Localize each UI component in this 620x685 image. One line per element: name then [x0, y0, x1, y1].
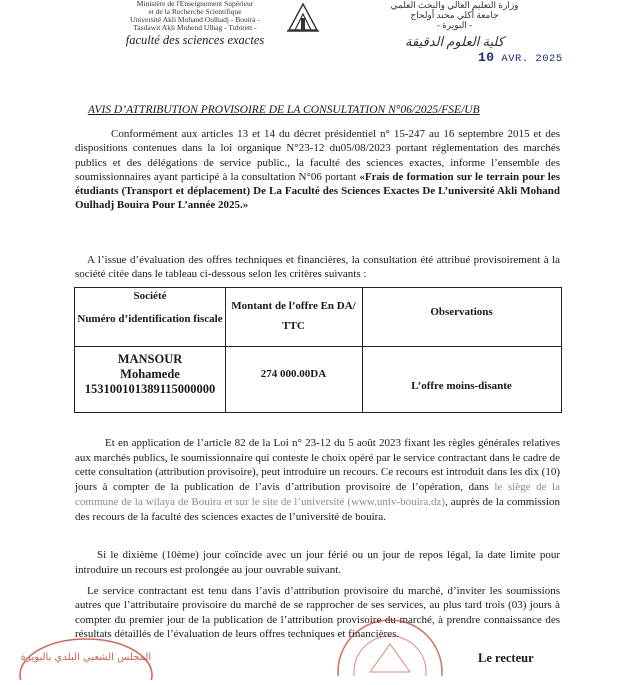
offer-amount: 274 000.00DA	[260, 368, 327, 380]
university-line-kabyle: Tasdawit Akli Muhend Ulhag - Tubirett -	[133, 23, 257, 32]
stamp-text: المجلس الشعبي البلدي بالبويرة	[20, 652, 152, 663]
date-stamp	[478, 50, 563, 65]
ministry-line-ar: وزارة التعليم العالي والبحث العلمي	[390, 0, 519, 10]
header-observations: Observations	[430, 306, 493, 318]
intro-text: Conformément aux articles 13 et 14 du décret présidentiel n° 15-247 au 16 septembre 2015 et des dispositions contenues dans la loi organique N°23-12 du05/08/2023 portant réglementation des marchés publics et des délégations de service public., la faculté des sciences exactes, informe l’ensemble des soumissionnaires ayant participé à la consultation N°06 portant	[75, 128, 560, 183]
paragraph-invitation: Le service contractant est tenu dans l’avis d’attribution provisoire du marché, d’inviter les soumissions autres que l’attributaire provisoire du marché de se rapprocher de ses services, au plus tard trois (03) jours à compter du premier jour de la publication de l’attribution provisoire du marché, à prendre connaissance des résultats détaillés de l’évaluation de leurs offres techniques et financières.	[75, 585, 560, 641]
attribution-table	[74, 287, 562, 413]
header-nif: Numéro d’identification fiscale	[77, 313, 223, 325]
university-line-ar: جامعة أكلي محند أولحاج	[410, 10, 499, 20]
company-nif: 153100101389115000000	[84, 382, 216, 396]
intro-subject-bold: «Frais de formation sur le terrain pour les étudiants (Transport et déplacement) De La Faculté des Sciences Exactes De L’université Akli Mohand Oulhadj Bouira Pour L’année 2025.»	[75, 170, 560, 212]
observation-cell: L’offre moins-disante	[411, 380, 512, 392]
company-cell	[75, 352, 225, 397]
municipal-stamp	[16, 630, 156, 680]
notice-title: AVIS D’ATTRIBUTION PROVISOIRE DE LA CONSULTATION N°06/2025/FSE/UB	[88, 104, 480, 116]
university-logo-icon	[283, 0, 323, 34]
header-societe: Société	[133, 290, 167, 302]
signature-title: Le recteur	[478, 651, 534, 665]
date-day: 10	[478, 50, 495, 65]
faculty-name-ar: كلية العلوم الدقيقة	[405, 34, 504, 49]
paragraph-recourse	[75, 436, 560, 524]
faculty-name: faculté des sciences exactes	[125, 33, 265, 47]
company-name-line2: Mohamede	[120, 367, 180, 381]
recourse-text-a: Et en application de l’article 82 de la Loi n° 23-12 du 5 août 2023 fixant les règles générales relatives aux marchés publics, le soumissionnaire qui conteste le choix opéré par le service contractant dans le cadre de cette consultation (attribution provisoire), peut introduire un recours. Ce recours est introduit dans les dix (10) jours à compter de la publication de l’avis d’attribution provisoire de l’opération, dans	[75, 437, 560, 494]
university-line: Université Akli Mohand Oulhadj - Bouira -	[130, 15, 260, 24]
date-month-year: AVR. 2025	[494, 53, 563, 65]
company-name-line1: MANSOUR	[117, 352, 183, 366]
header-montant: Montant de l’offre En DA/ TTC	[231, 300, 356, 332]
paragraph-deadline: Si le dixième (10ème) jour coïncide avec un jour férié ou un jour de repos légal, la date limite pour introduire un recours est prolongée au jour ouvrable suivant.	[75, 549, 560, 576]
letterhead-french	[80, 0, 310, 48]
paragraph-evaluation: A l’issue d’évaluation des offres techniques et financières, la consultation été attribué provisoirement à la société citée dans le tableau ci-dessous selon les critères suivants :	[75, 254, 560, 280]
ministry-line: Ministère de l'Enseignement Supérieur	[136, 0, 254, 8]
paragraph-intro	[75, 127, 560, 213]
university-seal	[330, 612, 450, 676]
recourse-text-faded: le siège de la commune de la wilaya de Bouira et sur le site de l’université (www.univ-bouira.dz)	[75, 481, 560, 508]
city-line-ar: - البويرة -	[436, 20, 473, 30]
letterhead-arabic	[342, 0, 567, 50]
ministry-line-2: et de la Recherche Scientifique	[148, 7, 242, 16]
recourse-text-b: , auprès de la commission des recours de la faculté des sciences exactes de l’université de bouira.	[75, 495, 561, 523]
